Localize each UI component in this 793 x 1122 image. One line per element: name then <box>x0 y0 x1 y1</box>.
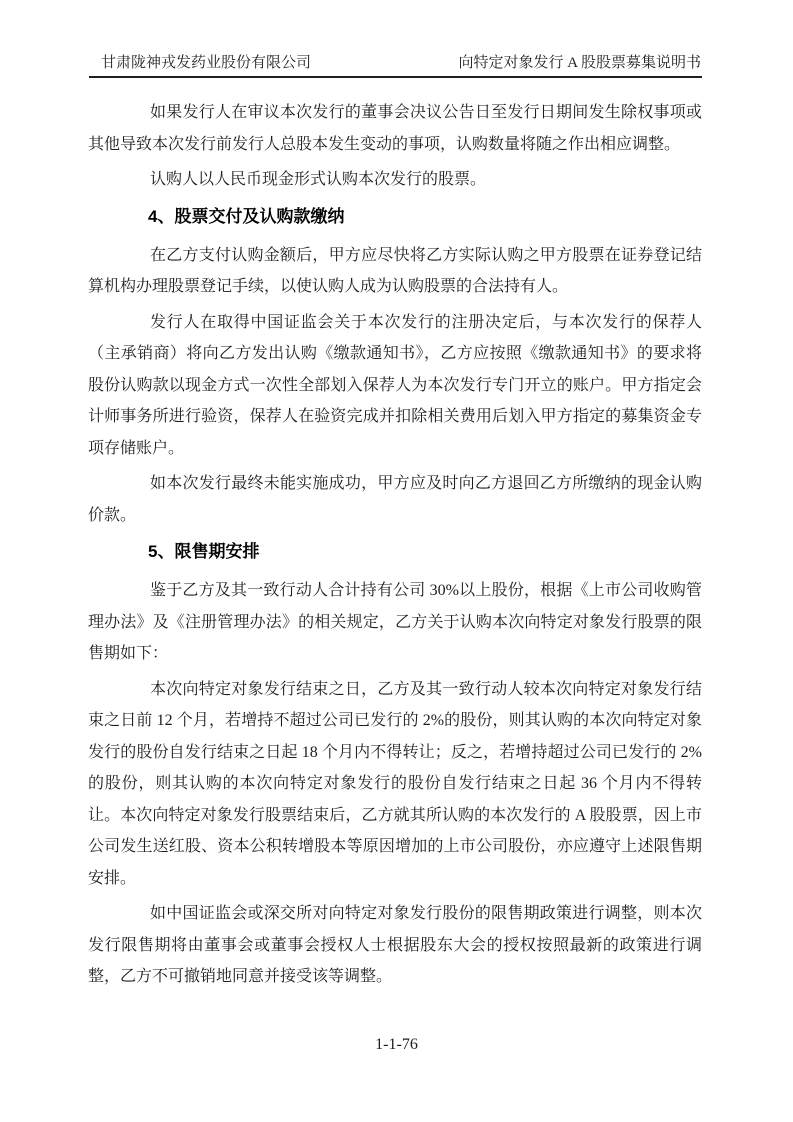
section-heading-5-lockup-period: 5、限售期安排 <box>148 542 260 561</box>
section-heading-4-share-delivery: 4、股票交付及认购款缴纳 <box>148 206 345 226</box>
page-number: 1-1-76 <box>375 1036 418 1053</box>
header-document-title: 向特定对象发行 A 股股票募集说明书 <box>458 55 701 71</box>
header-company-name: 甘肃陇神戎发药业股份有限公司 <box>101 55 312 71</box>
paragraph-share-registration: 在乙方支付认购金额后，甲方应尽快将乙方实际认购之甲方股票在证券登记结算机构办理股票登记手续，以使认购人成为认购股票的合法持有人。 <box>88 246 702 295</box>
paragraph-lockup-terms: 本次向特定对象发行结束之日，乙方及其一致行动人较本次向特定对象发行结束之日前 12 个月，若增持不超过公司已发行的 2%的股份，则其认购的本次向特定对象发行的股份自发行结束之日起 18 个月内不得转让；反之，若增持超过公司已发行的 2%的股份，则其认购的本次向特定对象发行的股份自发行结束之日起 36 个月内不得转让。本次向特定对象发行股票结束后，乙方就其所认购的本次发行的 A 股股票，因上市公司发生送红股、资本公积转增股本等原因增加的上市公司股份，亦应遵守上述限售期安排。 <box>88 680 702 887</box>
document-body <box>88 97 702 997</box>
paragraph-payment-notice: 发行人在取得中国证监会关于本次发行的注册决定后，与本次发行的保荐人（主承销商）将向乙方发出认购《缴款通知书》，乙方应按照《缴款通知书》的要求将股份认购款以现金方式一次性全部划入保荐人为本次发行专门开立的账户。甲方指定会计师事务所进行验资，保荐人在验资完成并扣除相关费用后划入甲方指定的募集资金专项存储账户。 <box>88 313 702 457</box>
paragraph-cash-subscription: 认购人以人民币现金形式认购本次发行的股票。 <box>150 171 487 188</box>
paragraph-lockup-policy-change: 如中国证监会或深交所对向特定对象发行股份的限售期政策进行调整，则本次发行限售期将由董事会或董事会授权人士根据股东大会的授权按照最新的政策进行调整，乙方不可撤销地同意并接受该等调整。 <box>88 905 702 985</box>
page-header <box>89 0 702 78</box>
paragraph-share-adjustment: 如果发行人在审议本次发行的董事会决议公告日至发行日期间发生除权事项或其他导致本次发行前发行人总股本发生变动的事项，认购数量将随之作出相应调整。 <box>88 104 702 153</box>
paragraph-lockup-basis: 鉴于乙方及其一致行动人合计持有公司 30%以上股份，根据《上市公司收购管理办法》及《注册管理办法》的相关规定，乙方关于认购本次向特定对象发行股票的限售期如下： <box>88 582 702 662</box>
paragraph-refund-clause: 如本次发行最终未能实施成功，甲方应及时向乙方退回乙方所缴纳的现金认购价款。 <box>88 475 702 524</box>
page-footer <box>0 1036 793 1054</box>
